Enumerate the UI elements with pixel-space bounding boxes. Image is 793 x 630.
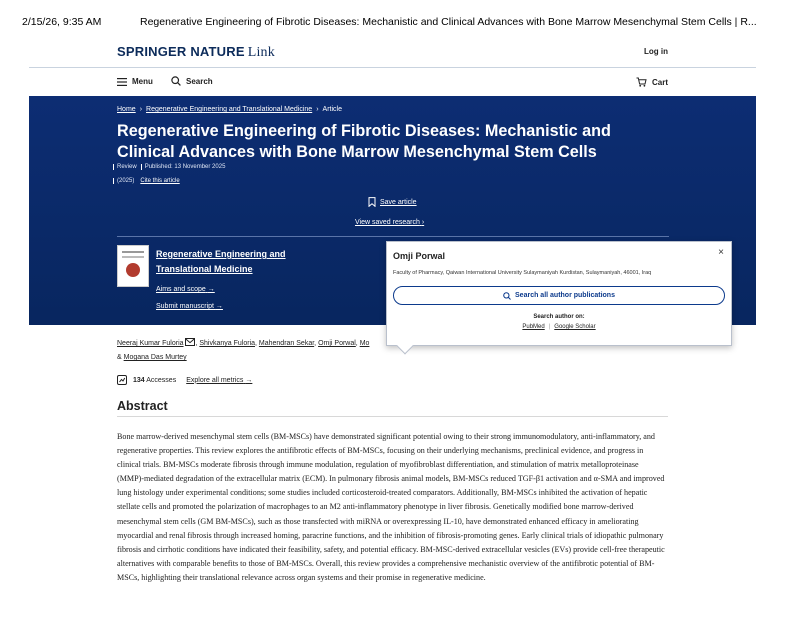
author-link[interactable]: Mo bbox=[359, 340, 370, 347]
search-author-publications-button[interactable] bbox=[393, 286, 725, 305]
search-icon bbox=[503, 292, 511, 300]
journal-name-link[interactable]: Regenerative Engineering and Translational Medicine bbox=[156, 249, 286, 274]
author-link[interactable]: Shivkanya Fuloria bbox=[199, 340, 256, 347]
print-datetime: 2/15/26, 9:35 AM bbox=[22, 16, 102, 28]
article-year: (2025) bbox=[113, 178, 134, 184]
journal-cover-image[interactable] bbox=[117, 245, 149, 287]
author-list: Neeraj Kumar Fuloria , Shivkanya Fuloria, Mahendran Sekar, Omji Porwal, Mo & Mogana Das Murtey bbox=[117, 340, 370, 361]
arrow-right-icon: → bbox=[215, 303, 223, 310]
cart-label: Cart bbox=[651, 77, 668, 87]
pubmed-link[interactable]: PubMed bbox=[522, 324, 545, 330]
breadcrumb-home[interactable]: Home bbox=[117, 106, 136, 113]
explore-metrics-link[interactable] bbox=[186, 377, 252, 384]
author-link[interactable]: Mahendran Sekar bbox=[258, 340, 315, 347]
author-link[interactable]: Neeraj Kumar Fuloria bbox=[117, 340, 184, 347]
print-header bbox=[22, 16, 782, 28]
popup-affiliation: Faculty of Pharmacy, Qaiwan International University Sulaymaniyah Kurdistan, Sulaymaniyah, 46001, Iraq bbox=[393, 270, 652, 276]
submit-manuscript-label: Submit manuscript bbox=[156, 303, 214, 310]
login-link[interactable]: Log in bbox=[644, 47, 668, 56]
hero-divider bbox=[117, 236, 669, 237]
abstract-text: Bone marrow-derived mesenchymal stem cells (BM-MSCs) have demonstrated significant potential owing to their strong immunomodulatory, anti-inflammatory, and regenerative properties. This review explores the antifibrotic effects of BM-MSCs, focusing on their underlying mechanisms, preclinical evidence, and progress in clinical trials. BM-MSCs moderate fibrosis through immune modulation, regulation of myofibroblast differentiation, and stimulation of matrix metalloproteinase (MMP)-mediated degradation of the extracellular matrix (ECM). In pulmonary fibrosis animal models, BM-MSCs reduced TGF-β1 activation and α-SMA and improved lung histology under experimental conditions; some studies included corticosteroid-treated comparators. Additionally, BM-MSCs inhibited the activation of hepatic stellate cells and promoted the polarization of macrophages to an M2 anti-inflammatory phenotype in liver fibrosis. Genetically modified bone marrow-derived mesenchymal stem cells (GM BM-MSCs), such as those transfected with miRNA or overexpressing IL-10, have demonstrated enhanced efficacy in ameliorating myocardial and renal fibrosis through increased homing, paracrine functions, and the inhibition of fibrosis-promoting genes. Early clinical trials of idiopathic pulmonary fibrosis and cirrhotic conditions have indicated their feasibility, safety, and potential efficacy. BM-MSC-derived extracellular vesicles (EVs) provide cell-free therapeutic alternatives with comparable benefits to those of BM-MSCs. Overall, this review provides a comprehensive mechanistic overview of the antifibrotic potential of BM-MSCs, highlighting their translational relevance across organ systems and their promise in regenerative medicine. bbox=[117, 432, 665, 582]
bookmark-icon bbox=[368, 197, 376, 207]
springer-nature-logo[interactable] bbox=[117, 44, 275, 61]
explore-metrics-label: Explore all metrics bbox=[186, 376, 244, 384]
cart-button[interactable] bbox=[636, 77, 668, 87]
author-link[interactable]: Omji Porwal bbox=[318, 340, 356, 347]
accesses-label: Accesses bbox=[146, 376, 177, 384]
arrow-right-icon: → bbox=[207, 286, 215, 293]
close-icon[interactable]: × bbox=[718, 247, 724, 258]
save-article-button[interactable] bbox=[368, 197, 417, 207]
logo-brand: SPRINGER NATURE bbox=[117, 44, 245, 59]
nav-bar bbox=[29, 70, 756, 96]
article-meta bbox=[113, 164, 229, 170]
abstract-divider bbox=[117, 416, 668, 417]
popup-author-name: Omji Porwal bbox=[393, 251, 446, 261]
print-page-title: Regenerative Engineering of Fibrotic Diseases: Mechanistic and Clinical Advances with Bone Marrow Mesenchymal Stem Cells | R... bbox=[140, 16, 757, 28]
author-link[interactable]: Mogana Das Murtey bbox=[123, 354, 187, 361]
author-ampersand: & bbox=[117, 354, 122, 361]
breadcrumb bbox=[117, 106, 342, 113]
aims-scope-link[interactable] bbox=[156, 286, 215, 293]
accesses-count: 134 bbox=[133, 376, 145, 384]
author-popup bbox=[386, 241, 732, 346]
search-author-publications-label: Search all author publications bbox=[515, 292, 615, 299]
article-title: Regenerative Engineering of Fibrotic Diseases: Mechanistic and Clinical Advances with Bone Marrow Mesenchymal Stem Cells bbox=[117, 122, 611, 161]
google-scholar-link[interactable]: Google Scholar bbox=[554, 324, 596, 330]
article-meta-2 bbox=[113, 178, 180, 184]
chevron-right-icon: › bbox=[421, 219, 425, 226]
brand-bar bbox=[29, 38, 756, 68]
menu-label: Menu bbox=[132, 77, 153, 86]
menu-button[interactable] bbox=[117, 77, 153, 86]
search-author-links bbox=[387, 324, 731, 330]
article-type: Review bbox=[113, 164, 137, 170]
chevron-right-icon: › bbox=[139, 106, 143, 113]
logo-suffix: Link bbox=[247, 45, 275, 60]
breadcrumb-current: Article bbox=[322, 106, 342, 113]
email-icon[interactable] bbox=[185, 338, 195, 346]
published-date: Published: 13 November 2025 bbox=[141, 164, 226, 170]
breadcrumb-journal[interactable]: Regenerative Engineering and Translational Medicine bbox=[146, 106, 313, 113]
arrow-right-icon: → bbox=[245, 376, 253, 384]
view-saved-link[interactable] bbox=[355, 219, 424, 226]
abstract-heading: Abstract bbox=[117, 399, 168, 413]
link-divider: | bbox=[548, 324, 551, 330]
search-button[interactable] bbox=[171, 76, 213, 86]
chevron-right-icon: › bbox=[316, 106, 319, 113]
article-metrics bbox=[117, 375, 252, 385]
search-author-on-label: Search author on: bbox=[533, 314, 585, 320]
hamburger-icon bbox=[117, 78, 127, 86]
cite-link[interactable]: Cite this article bbox=[140, 178, 180, 184]
save-article-label: Save article bbox=[380, 198, 417, 206]
search-label: Search bbox=[186, 76, 213, 86]
search-icon bbox=[171, 76, 181, 86]
submit-manuscript-link[interactable] bbox=[156, 303, 223, 310]
cart-icon bbox=[636, 77, 647, 87]
view-saved-label: View saved research bbox=[355, 219, 420, 226]
metrics-icon bbox=[117, 375, 127, 385]
aims-scope-label: Aims and scope bbox=[156, 286, 206, 293]
